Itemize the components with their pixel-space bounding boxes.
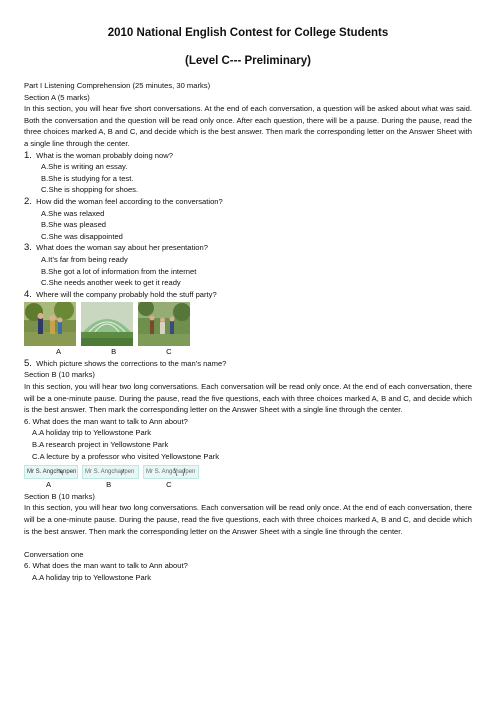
name-sign-b bbox=[82, 465, 139, 479]
question-6-repeat: 6. What does the man want to talk to Ann about? bbox=[24, 561, 188, 571]
option-c: C.She is shopping for shoes. bbox=[41, 185, 139, 195]
question-text: What is the woman probably doing now? bbox=[36, 150, 173, 160]
question-text: Which picture shows the corrections to the man’s name? bbox=[36, 358, 227, 368]
sign-label-a: A bbox=[46, 480, 52, 490]
option-a: A.A holiday trip to Yellowstone Park bbox=[32, 428, 152, 438]
option-b: B.She is studying for a test. bbox=[41, 173, 134, 183]
question-text: Where will the company probably hold the stuff party? bbox=[36, 289, 217, 299]
question-number: 1. bbox=[24, 149, 32, 161]
question-5 bbox=[24, 358, 472, 370]
question-text: How did the woman feel according to the conversation? bbox=[36, 196, 223, 206]
photo-label-b: B bbox=[111, 347, 117, 357]
name-sign-a bbox=[24, 465, 78, 479]
question-text: What does the woman say about her presentation? bbox=[36, 243, 208, 253]
sign-label-c: C bbox=[166, 480, 172, 490]
photo-a-outdoor-garden bbox=[24, 302, 76, 346]
question-1 bbox=[24, 150, 472, 162]
section-b-heading: Section B (10 marks) bbox=[24, 370, 95, 380]
option-c: C.A lecture by a professor who visited Yellowstone Park bbox=[32, 451, 219, 461]
name-sign-text: Mr S. Angchanpen bbox=[27, 469, 77, 476]
option-a: A.She is writing an essay. bbox=[41, 162, 128, 172]
photo-b-greenhouse bbox=[81, 302, 133, 346]
name-sign-images bbox=[24, 465, 472, 479]
question-number: 5. bbox=[24, 357, 32, 369]
photo-label-a: A bbox=[56, 347, 62, 357]
document-subtitle: (Level C--- Preliminary) bbox=[185, 55, 311, 67]
question-4 bbox=[24, 289, 472, 301]
question-number: 3. bbox=[24, 242, 32, 254]
name-sign-text: Mr S. Angchanpen bbox=[85, 469, 135, 476]
question-6: 6. What does the man want to talk to Ann about? bbox=[24, 416, 188, 426]
option-b: B.A research project in Yellowstone Park bbox=[32, 440, 169, 450]
question-3 bbox=[24, 242, 472, 254]
option-a: A.A holiday trip to Yellowstone Park bbox=[32, 572, 152, 582]
section-b-instructions: In this section, you will hear two long conversations. Each conversation will be read only once. At the end of each conversation, there will be a one-minute pause. During the pause, read the five questions, each with three choices marked A, B and C, and decide which is the best answer. Then mark the corresponding letter on the Answer Sheet with a single line through the center. bbox=[24, 382, 472, 415]
document-title: 2010 National English Contest for College Students bbox=[107, 27, 389, 39]
section-b-heading-repeat: Section B (10 marks) bbox=[24, 491, 95, 501]
section-a-heading: Section A (5 marks) bbox=[24, 92, 90, 102]
question-2 bbox=[24, 196, 472, 208]
sign-label-b: B bbox=[106, 480, 112, 490]
section-a-instructions: In this section, you will hear five short conversations. At the end of each conversation, a question will be asked about what was said. Both the conversation and the question will be read only once. After each question, there will be a pause. During the pause, read the three choices marked A, B and C, and decide which is the best answer. Then mark the corresponding letter on the Answer Sheet with a single line through the center. bbox=[24, 104, 472, 148]
option-b: B.She was pleased bbox=[41, 220, 107, 230]
name-sign-c bbox=[143, 465, 199, 479]
photo-labels bbox=[24, 346, 472, 358]
option-b: B.She got a lot of information from the internet bbox=[41, 266, 197, 276]
option-c: C.She was disappointed bbox=[41, 231, 123, 241]
blank-line bbox=[24, 537, 472, 549]
name-sign-text: Mr S. Angchanpen bbox=[146, 469, 196, 476]
option-a: A.It’s far from being ready bbox=[41, 254, 128, 264]
question-number: 2. bbox=[24, 195, 32, 207]
sign-labels bbox=[24, 479, 472, 491]
section-b-instructions-repeat: In this section, you will hear two long conversations. Each conversation will be read only once. At the end of each conversation, there will be a one-minute pause. During the pause, read the five questions, each with three choices marked A, B and C, and decide which is the best answer. Then mark the corresponding letter on the Answer Sheet with a single line through the center. bbox=[24, 503, 472, 536]
question-number: 4. bbox=[24, 288, 32, 300]
party-location-photos bbox=[24, 302, 472, 346]
conversation-heading: Conversation one bbox=[24, 549, 84, 559]
photo-label-c: C bbox=[166, 347, 172, 357]
option-c: C.She needs another week to get it ready bbox=[41, 278, 181, 288]
option-a: A.She was relaxed bbox=[41, 208, 105, 218]
photo-c-park-group bbox=[138, 302, 190, 346]
part-heading: Part I Listening Comprehension (25 minutes, 30 marks) bbox=[24, 81, 211, 90]
